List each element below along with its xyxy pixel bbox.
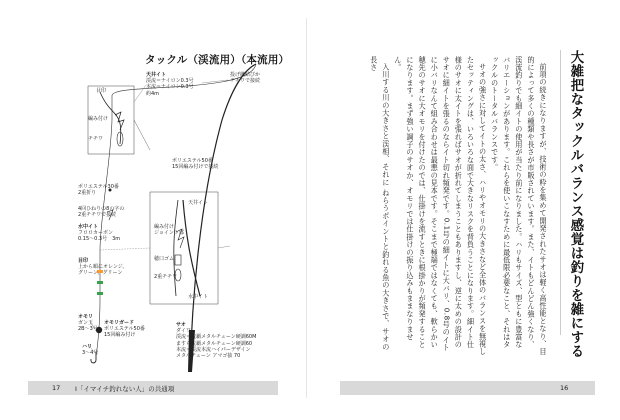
- label-chichiwa: チチワ: [88, 136, 104, 142]
- label-yotsu-ami: 4回ひねりの8の字の 2重チチワで接続: [78, 206, 125, 219]
- heading-rule: [560, 50, 561, 335]
- label-tenjo-ito: 天井イト 渓流＝ナイロン0.3号 本流＝ナイロン0.3号 約4m: [146, 72, 194, 97]
- page-fold: [306, 18, 307, 398]
- left-running-head: Ⅰ「イマイチ釣れない人」の共通項: [75, 384, 175, 393]
- left-page-number: 17: [52, 383, 61, 392]
- label-omori: オモリ ガン玉 2B～3号: [78, 314, 98, 333]
- label-polyester-mid: ポリエステル30番 2重折り: [78, 184, 119, 197]
- label-polyester-top: ポリエステル50番 15回編み付けで接続: [172, 158, 219, 171]
- label-hari: ハリ 3～4号: [82, 344, 99, 357]
- label-inset-tenjo: 天井イト: [188, 200, 209, 206]
- paragraph: 入川する川の大きさと渓相、それに ねらうポイントと釣れる魚の大きさで、サオの長さ: [369, 56, 391, 351]
- paragraph: サオの強さに対してイトの太さ、ハリやオモリの大きさなど全体のバランスを無視したセッティングは、いろいろな面で大きなリスクを背負うことになります。細イト仕様のサオに太イトを張ればサオが折れてしまうこともありますし、逆に太めの設計のサオに細イトを張るのならイト切れ頻発です。0.1号の細イトに大バリ、0.8号のイトに小バリなんて組み合わせは最悪の見本です。そこまで極端ではなくても、軟らかい穂先のサオに大オモリを付けたのでは、仕掛けを流すときに根掛かりが頻発することになります。まず強い調子のサオか、オモリでは仕掛けの振り込みもままなりません。: [393, 56, 488, 356]
- label-inset-water: 水中イト: [188, 294, 209, 300]
- label-omori-guard: オモリガード ポリエステル50番 15回編み付け: [104, 320, 145, 339]
- tackle-diagram: [0, 0, 306, 420]
- label-suichu-ito: 水中イト フロロカーボン 0.15～0.3号 3m: [78, 224, 121, 243]
- paragraph: 前項の続きになりますが、技術の粋を集めて開発されたサオは軽く高性能となり、目的によって多くの種類や長さが市販されています。また、イトもどんどん強くなり、渓流釣りでも細イトの使用が当たり前になりました。ハリもサイズ、型ともに豊富なバリエーションがあります。これらを使いこなすために最低限必要なこと、それはタックルのトータルバランスです。: [490, 56, 548, 356]
- figure-title: タックル（渓流用）（本流用）: [145, 54, 290, 66]
- right-footer-band: [340, 381, 595, 395]
- label-amitsuke: 編み付け: [88, 116, 109, 122]
- label-inset-double: 2重チチワ: [154, 274, 178, 280]
- label-inset-lilian: 穂口ゴム: [154, 256, 175, 262]
- label-mechi: 目印: [96, 88, 107, 94]
- label-mejirushi: 目印 上から順にオレンジ、 グリーン、グリーン: [78, 258, 128, 277]
- label-tsuke-shoten: 投げ縄結びか チチワで接続: [230, 72, 261, 85]
- right-page-number: 16: [560, 383, 569, 392]
- label-sao: サオ ダイワ 渓流＝流覇メタルチューン硬調60M ますら流覇メタルチューン硬調60 本流＝渓流本流ハイパーデザイン メタルチューン アマゴ抜 70: [176, 322, 257, 360]
- body-text: [349, 56, 549, 356]
- label-inset-ami: 編み付け ジョイント部: [154, 224, 184, 237]
- section-heading: 大雑把なタックルバランス感覚は釣りを雑にする: [568, 50, 583, 358]
- left-page: [0, 0, 306, 420]
